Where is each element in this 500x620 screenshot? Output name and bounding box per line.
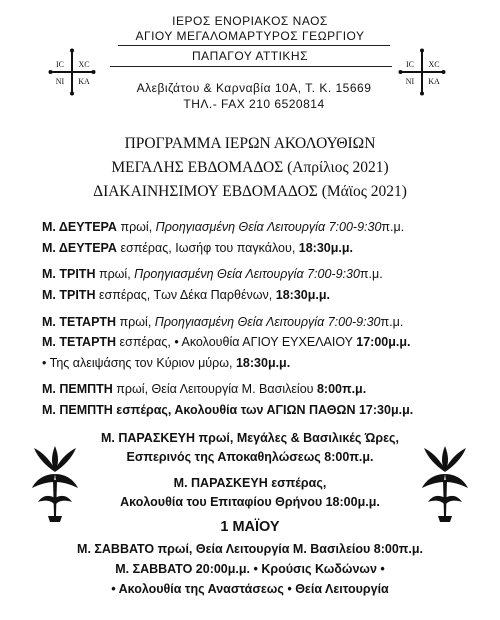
time-unit: μ.μ. [267,356,291,370]
when: πρωί, [116,220,156,234]
time-unit: π.μ. [349,450,374,464]
header-rule-bottom [110,66,392,67]
holy-week-title [0,158,500,178]
time: 17:30 [358,403,391,417]
day-label: Μ. ΣΑΒΒΑΤΟ [115,562,193,576]
thursday-evening [42,402,413,418]
tuesday-morning [42,266,383,282]
friday-evening-2 [0,494,500,510]
service: Προηγιασμένη Θεία Λειτουργία [155,220,329,234]
time: 17:00 [356,335,389,349]
cross-text-br: KA [428,77,440,86]
service: Ακολουθία του Επιταφίου Θρήνου [120,495,326,509]
time-unit: π.μ. [381,220,405,234]
cross-text-tl: IC [406,60,414,69]
time: 18:30 [235,356,268,370]
church-name: ΑΓΙΟΥ ΜΕΓΑΛΟΜΑΡΤΥΡΟΣ ΓΕΩΡΓΙΟΥ [135,29,365,43]
cross-text-tl: IC [56,60,64,69]
time-unit: μ.μ. [330,241,354,255]
cross-text-bl: NI [55,77,65,86]
monday-morning [42,219,404,235]
service: • Ακολουθία της Αναστάσεως • Θεία Λειτουργία [111,582,389,596]
service: Προηγιασμένη Θεία Λειτουργία [154,315,328,329]
wednesday-evening [42,334,411,350]
time: 8:00 [316,382,342,396]
time-unit: π.μ. [359,267,383,281]
service: εσπέρας, • Ακολουθία ΑΓΙΟΥ ΕΥΧΕΛΑΙΟΥ [116,335,357,349]
time-unit: μ.μ. [388,335,411,349]
service: Προηγιασμένη Θεία Λειτουργία [134,267,308,281]
day-label: Μ. ΤΡΙΤΗ [42,288,96,302]
phone-fax: ΤΗΛ.- FAX 210 6520814 [183,97,325,111]
time: 7:00-9:30 [307,267,360,281]
time-unit: π.μ. [380,315,404,329]
cross-text-tr: XC [428,60,440,69]
service: • Της αλειψάσης τον Κύριον μύρω, [42,356,236,370]
wednesday-evening-2 [42,355,290,371]
time: 8:00 [373,542,399,556]
right-cross-icon [398,48,446,96]
service: εσπέρας, Ιωσήφ του παγκάλου, [116,241,299,255]
parish-name: ΙΕΡΟΣ ΕΝΟΡΙΑΚΟΣ ΝΑΟΣ [172,14,328,28]
day-label: Μ. ΣΑΒΒΑΤΟ [77,542,155,556]
service: εσπέρας, [267,476,327,490]
day-label: Μ. ΔΕΥΤΕΡΑ [42,241,117,255]
day-label: Μ. ΔΕΥΤΕΡΑ [42,220,117,234]
day-label: Μ. ΠΕΜΠΤΗ [42,403,113,417]
day-label: Μ. ΠΑΡΑΣΚΕΥΗ [100,431,196,445]
wednesday-morning [42,314,403,330]
left-cross-icon [48,48,96,96]
service: εσπέρας, Ακολουθία των ΑΓΙΩΝ ΠΑΘΩΝ [112,403,359,417]
time: 7:00-9:30 [327,315,381,329]
tuesday-evening [42,287,330,303]
day-label: Μ. ΤΕΤΑΡΤΗ [42,335,117,349]
friday-evening [0,475,500,491]
saturday-morning [0,541,500,557]
service: εσπέρας, Των Δέκα Παρθένων, [95,288,276,302]
location-name: ΠΑΠΑΓΟΥ ΑΤΤΙΚΗΣ [191,49,309,63]
holy-week-date: (Απρίλιος 2021) [287,159,389,176]
program-title: ΠΡΟΓΡΑΜΜΑ ΙΕΡΩΝ ΑΚΟΛΟΥΘΙΩΝ [124,135,376,152]
cross-text-bl: NI [405,77,415,86]
service: πρωί, Θεία Λειτουργία Μ. Βασιλείου [112,382,317,396]
address: Αλεβιζάτου & Καρναβία 10Α, Τ. Κ. 15669 [136,81,372,95]
service: πρωί, Θεία Λειτουργία Μ. Βασιλείου [154,542,374,556]
bright-week-label: ΔΙΑΚΑΙΝΗΣΙΜΟΥ ΕΒΔΟΜΑΔΟΣ [93,183,318,200]
bright-week-date: (Μάϊος 2021) [321,183,407,200]
time: 18:30 [275,288,308,302]
time: 18:30 [298,241,331,255]
time-unit: μ.μ. [390,403,414,417]
service: Εσπερινός της Αποκαθηλώσεως [126,450,325,464]
saturday-evening [0,561,500,577]
day-label: Μ. ΤΡΙΤΗ [42,267,96,281]
time-unit: π.μ. [398,542,423,556]
saturday-evening-2 [0,581,500,597]
service: • Κρούσις Κωδώνων • [250,562,385,576]
friday-morning [0,430,500,446]
time: 8:00 [324,450,350,464]
may-heading: 1 ΜΑΪΟΥ [220,519,280,535]
time: 18:00 [325,495,358,509]
friday-morning-2 [0,449,500,465]
header-rule-top [118,45,390,46]
day-label: Μ. ΤΕΤΑΡΤΗ [42,315,117,329]
holy-week-label: ΜΕΓΑΛΗΣ ΕΒΔΟΜΑΔΟΣ [111,159,284,176]
bright-week-title [0,182,500,202]
service: πρωί, Μεγάλες & Βασιλικές Ώρες, [195,431,400,445]
cross-text-tr: XC [78,60,90,69]
day-label: Μ. ΠΑΡΑΣΚΕΥΗ [173,476,268,490]
time-unit: μ.μ. [307,288,330,302]
when: πρωί, [116,315,155,329]
when: πρωί, [95,267,135,281]
time-unit: μ.μ. [227,562,251,576]
time-unit: μ.μ. [357,495,380,509]
cross-text-br: KA [78,77,90,86]
time: 20:00 [192,562,228,576]
thursday-morning [42,381,366,397]
time-unit: π.μ. [342,382,367,396]
time: 7:00-9:30 [328,220,382,234]
monday-evening [42,240,353,256]
day-label: Μ. ΠΕΜΠΤΗ [42,382,113,396]
